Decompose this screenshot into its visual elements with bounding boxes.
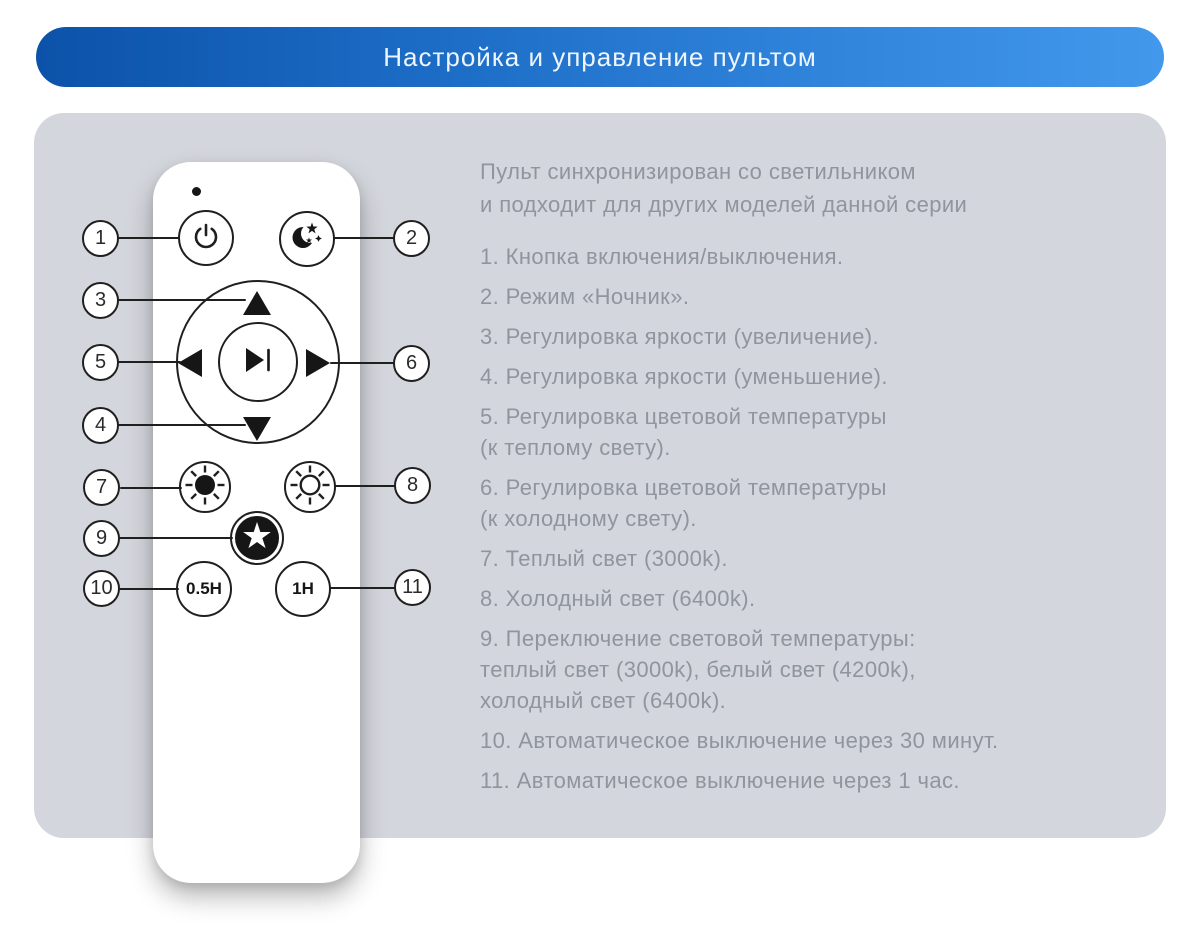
warm-light-button (179, 461, 231, 513)
intro-line: Пульт синхронизирован со светильником (480, 159, 916, 184)
play-pause-button (218, 322, 298, 402)
header-banner (36, 27, 1164, 87)
timer-30min-button (176, 561, 232, 617)
color-temp-to-warm-button (178, 349, 202, 382)
brightness-up-button (243, 291, 271, 320)
list-item-11 (480, 765, 1150, 796)
list-item-5 (480, 401, 1150, 463)
timer-1hour-button (275, 561, 331, 617)
list-item-9 (480, 623, 1150, 716)
callout-4: 4 (82, 407, 119, 444)
list-item-text: 2. Режим «Ночник». (480, 284, 690, 309)
night-mode-button (279, 211, 335, 267)
intro-paragraph (480, 155, 1150, 221)
page-title: Настройка и управление пультом (383, 41, 817, 72)
list-item-3 (480, 321, 1150, 352)
intro-line: и подходит для других моделей данной серии (480, 192, 968, 217)
list-item-text: 7. Теплый свет (3000k). (480, 546, 728, 571)
triangle-up-icon (243, 291, 271, 315)
timer-30min-label: 0.5H (186, 579, 222, 598)
callout-3: 3 (82, 282, 119, 319)
callout-5: 5 (82, 344, 119, 381)
triangle-left-icon (178, 349, 202, 377)
callout-6: 6 (393, 345, 430, 382)
list-item-text: 11. Автоматическое выключение через 1 час. (480, 768, 960, 793)
list-item-text: теплый свет (3000k), белый свет (4200k), (480, 657, 916, 682)
callout-7: 7 (83, 469, 120, 506)
sun-outline-icon (287, 462, 333, 513)
play-pause-icon (243, 346, 273, 379)
temp-switch-button (230, 511, 284, 565)
sun-filled-icon (182, 462, 228, 513)
callout-2: 2 (393, 220, 430, 257)
power-button (178, 210, 234, 266)
star-in-circle-icon: ★ (235, 516, 279, 560)
list-item-text: 4. Регулировка яркости (уменьшение). (480, 364, 888, 389)
list-item-text: холодный свет (6400k). (480, 688, 727, 713)
led-indicator-dot (192, 187, 201, 196)
timer-1hour-label: 1H (292, 579, 314, 598)
list-item-text: 10. Автоматическое выключение через 30 минут. (480, 728, 999, 753)
list-item-text: 8. Холодный свет (6400k). (480, 586, 756, 611)
list-item-text: 9. Переключение световой температуры: (480, 626, 916, 651)
cold-light-button (284, 461, 336, 513)
list-item-1 (480, 241, 1150, 272)
callout-11: 11 (394, 569, 431, 606)
callout-9: 9 (83, 520, 120, 557)
crescent-moon-stars-icon (288, 218, 326, 261)
list-item-text: (к холодному свету). (480, 506, 697, 531)
list-item-10 (480, 725, 1150, 756)
list-item-2 (480, 281, 1150, 312)
list-item-7 (480, 543, 1150, 574)
list-item-text: 1. Кнопка включения/выключения. (480, 244, 844, 269)
callout-1: 1 (82, 220, 119, 257)
list-item-text: 5. Регулировка цветовой температуры (480, 404, 887, 429)
triangle-right-icon (306, 349, 330, 377)
brightness-down-button (243, 417, 271, 446)
list-item-text: (к теплому свету). (480, 435, 671, 460)
description-text (480, 155, 1150, 796)
callout-10: 10 (83, 570, 120, 607)
list-item-4 (480, 361, 1150, 392)
list-item-6 (480, 472, 1150, 534)
callout-8: 8 (394, 467, 431, 504)
triangle-down-icon (243, 417, 271, 441)
list-item-8 (480, 583, 1150, 614)
list-item-text: 6. Регулировка цветовой температуры (480, 475, 887, 500)
power-icon (191, 221, 221, 256)
color-temp-to-cold-button (306, 349, 330, 382)
list-item-text: 3. Регулировка яркости (увеличение). (480, 324, 880, 349)
